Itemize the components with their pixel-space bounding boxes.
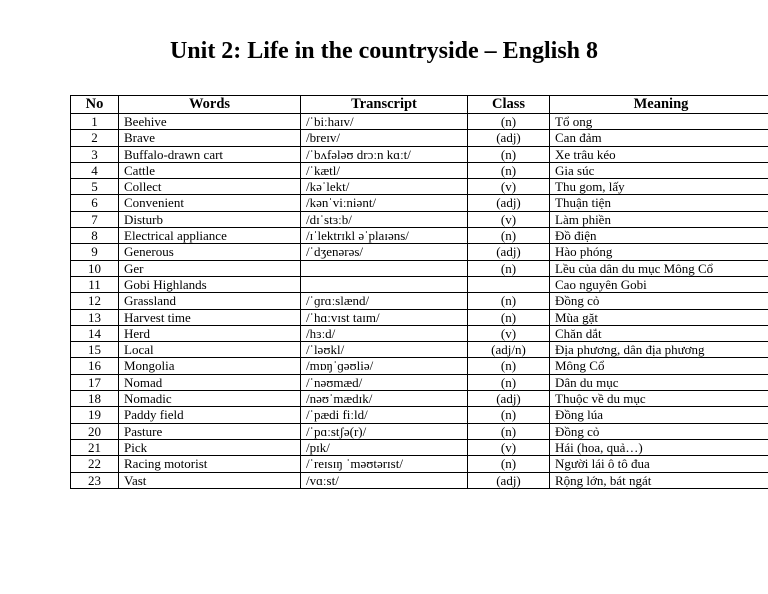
table-header-row (71, 96, 768, 114)
row-word: Grassland (119, 293, 301, 309)
header-meaning: Meaning (550, 96, 768, 114)
header-class: Class (468, 96, 550, 114)
table-row (71, 423, 768, 439)
header-transcript: Transcript (301, 96, 468, 114)
row-word: Electrical appliance (119, 228, 301, 244)
row-number: 11 (71, 276, 119, 292)
row-transcript: /kəˈlekt/ (301, 179, 468, 195)
table-row (71, 325, 768, 341)
row-transcript: /ˈkætl/ (301, 162, 468, 178)
row-transcript: /ˈɡrɑːslænd/ (301, 293, 468, 309)
row-transcript: /hɜːd/ (301, 325, 468, 341)
row-word: Buffalo-drawn cart (119, 146, 301, 162)
row-class: (adj/n) (468, 342, 550, 358)
row-number: 10 (71, 260, 119, 276)
row-word: Racing motorist (119, 456, 301, 472)
row-meaning: Lều của dân du mục Mông Cổ (550, 260, 768, 276)
row-word: Beehive (119, 114, 301, 130)
row-class: (n) (468, 374, 550, 390)
row-class: (n) (468, 407, 550, 423)
row-meaning: Dân du mục (550, 374, 768, 390)
row-word: Generous (119, 244, 301, 260)
row-meaning: Hái (hoa, quả…) (550, 439, 768, 455)
row-meaning: Chăn dắt (550, 325, 768, 341)
row-class: (n) (468, 228, 550, 244)
table-row (71, 244, 768, 260)
row-class: (adj) (468, 244, 550, 260)
row-meaning: Can đảm (550, 130, 768, 146)
table-row (71, 195, 768, 211)
table-row (71, 439, 768, 455)
row-word: Harvest time (119, 309, 301, 325)
row-word: Local (119, 342, 301, 358)
row-class: (n) (468, 293, 550, 309)
header-no: No (71, 96, 119, 114)
page-title: Unit 2: Life in the countryside – English 8 (169, 38, 599, 64)
row-class: (n) (468, 260, 550, 276)
row-meaning: Rộng lớn, bát ngát (550, 472, 768, 488)
row-number: 5 (71, 179, 119, 195)
row-transcript: /mɒŋˈɡəʊliə/ (301, 358, 468, 374)
row-meaning: Người lái ô tô đua (550, 456, 768, 472)
row-transcript: /ˈləʊkl/ (301, 342, 468, 358)
row-number: 9 (71, 244, 119, 260)
row-class: (v) (468, 211, 550, 227)
row-transcript: /dɪˈstɜːb/ (301, 211, 468, 227)
row-meaning: Đồ điện (550, 228, 768, 244)
row-number: 19 (71, 407, 119, 423)
row-number: 20 (71, 423, 119, 439)
row-number: 8 (71, 228, 119, 244)
row-transcript: /ˈbʌfələʊ drɔːn kɑːt/ (301, 146, 468, 162)
row-word: Gobi Highlands (119, 276, 301, 292)
row-word: Ger (119, 260, 301, 276)
row-transcript: /ˈreɪsɪŋ ˈməʊtərɪst/ (301, 456, 468, 472)
row-transcript: /pɪk/ (301, 439, 468, 455)
row-number: 13 (71, 309, 119, 325)
table-row (71, 358, 768, 374)
row-word: Collect (119, 179, 301, 195)
row-transcript: /kənˈviːniənt/ (301, 195, 468, 211)
row-class: (adj) (468, 130, 550, 146)
row-transcript: /vɑːst/ (301, 472, 468, 488)
row-word: Convenient (119, 195, 301, 211)
table-row (71, 114, 768, 130)
row-number: 15 (71, 342, 119, 358)
row-word: Pick (119, 439, 301, 455)
table-row (71, 260, 768, 276)
row-class (468, 276, 550, 292)
table-row (71, 228, 768, 244)
table-row (71, 374, 768, 390)
row-word: Pasture (119, 423, 301, 439)
row-word: Brave (119, 130, 301, 146)
row-meaning: Làm phiền (550, 211, 768, 227)
row-number: 3 (71, 146, 119, 162)
row-transcript: /ˈpædi fiːld/ (301, 407, 468, 423)
row-meaning: Mông Cổ (550, 358, 768, 374)
row-word: Mongolia (119, 358, 301, 374)
row-number: 18 (71, 391, 119, 407)
row-number: 6 (71, 195, 119, 211)
row-number: 4 (71, 162, 119, 178)
row-word: Nomad (119, 374, 301, 390)
row-meaning: Đồng cỏ (550, 423, 768, 439)
table-row (71, 472, 768, 488)
row-number: 14 (71, 325, 119, 341)
row-transcript: /ˈnəʊmæd/ (301, 374, 468, 390)
row-meaning: Thuộc về du mục (550, 391, 768, 407)
row-transcript: /ˈbiːhaɪv/ (301, 114, 468, 130)
row-word: Vast (119, 472, 301, 488)
row-meaning: Đồng cỏ (550, 293, 768, 309)
row-word: Paddy field (119, 407, 301, 423)
row-meaning: Tổ ong (550, 114, 768, 130)
row-word: Cattle (119, 162, 301, 178)
row-number: 23 (71, 472, 119, 488)
row-meaning: Cao nguyên Gobi (550, 276, 768, 292)
row-transcript (301, 276, 468, 292)
row-meaning: Xe trâu kéo (550, 146, 768, 162)
row-number: 7 (71, 211, 119, 227)
row-meaning: Đồng lúa (550, 407, 768, 423)
row-class: (v) (468, 439, 550, 455)
row-transcript: /ˈdʒenərəs/ (301, 244, 468, 260)
row-transcript (301, 260, 468, 276)
table-row (71, 407, 768, 423)
row-number: 22 (71, 456, 119, 472)
row-class: (n) (468, 456, 550, 472)
row-class: (n) (468, 162, 550, 178)
row-class: (n) (468, 114, 550, 130)
row-meaning: Mùa gặt (550, 309, 768, 325)
table-row (71, 456, 768, 472)
row-transcript: /breɪv/ (301, 130, 468, 146)
row-transcript: /ˈhɑːvɪst taɪm/ (301, 309, 468, 325)
table-row (71, 211, 768, 227)
row-meaning: Thu gom, lấy (550, 179, 768, 195)
row-number: 1 (71, 114, 119, 130)
table-row (71, 391, 768, 407)
row-number: 21 (71, 439, 119, 455)
header-words: Words (119, 96, 301, 114)
row-word: Disturb (119, 211, 301, 227)
row-class: (n) (468, 309, 550, 325)
table-row (71, 179, 768, 195)
row-class: (n) (468, 358, 550, 374)
table-row (71, 130, 768, 146)
row-transcript: /nəʊˈmædɪk/ (301, 391, 468, 407)
table-row (71, 293, 768, 309)
table-row (71, 342, 768, 358)
row-class: (v) (468, 325, 550, 341)
row-number: 12 (71, 293, 119, 309)
row-number: 2 (71, 130, 119, 146)
table-row (71, 309, 768, 325)
row-number: 16 (71, 358, 119, 374)
row-class: (adj) (468, 472, 550, 488)
row-meaning: Gia súc (550, 162, 768, 178)
table-row (71, 162, 768, 178)
row-transcript: /ˈpɑːstʃə(r)/ (301, 423, 468, 439)
row-meaning: Thuận tiện (550, 195, 768, 211)
row-class: (n) (468, 423, 550, 439)
row-class: (adj) (468, 391, 550, 407)
row-meaning: Địa phương, dân địa phương (550, 342, 768, 358)
table-row (71, 146, 768, 162)
row-word: Herd (119, 325, 301, 341)
row-meaning: Hào phóng (550, 244, 768, 260)
row-class: (adj) (468, 195, 550, 211)
row-class: (v) (468, 179, 550, 195)
row-number: 17 (71, 374, 119, 390)
row-class: (n) (468, 146, 550, 162)
row-word: Nomadic (119, 391, 301, 407)
table-row (71, 276, 768, 292)
vocabulary-table (70, 95, 768, 489)
row-transcript: /ɪˈlektrɪkl əˈplaɪəns/ (301, 228, 468, 244)
